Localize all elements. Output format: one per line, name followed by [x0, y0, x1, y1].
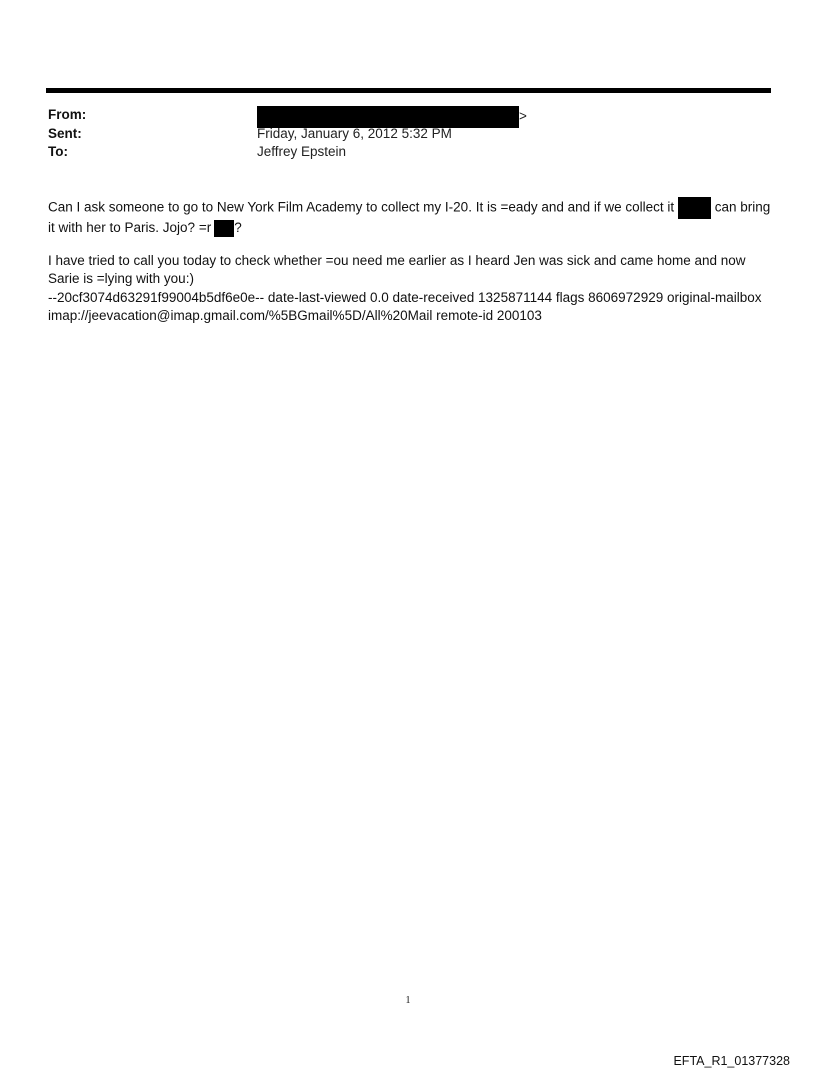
body-paragraph-2 — [48, 252, 773, 326]
to-label: To: — [48, 144, 68, 159]
body-text-1c: it with her to Paris. Jojo? =r — [48, 220, 212, 235]
body-redaction-2 — [214, 220, 234, 237]
from-label: From: — [48, 107, 87, 122]
body-line-2-4: imap://jeevacation@imap.gmail.com/%5BGmail%5D/All%20Mail remote-id 200103 — [48, 308, 542, 323]
body-redaction-1 — [678, 197, 711, 219]
body-line-2-1: I have tried to call you today to check whether =ou need me earlier as I heard Jen was sick and came home and now — [48, 252, 746, 268]
body-line-2-2: Sarie is =lying with you:) — [48, 271, 194, 286]
document-id: EFTA_R1_01377328 — [673, 1054, 790, 1068]
body-text-1b: can bring — [714, 199, 771, 215]
sent-value: Friday, January 6, 2012 5:32 PM — [257, 125, 452, 141]
body-text-1a: Can I ask someone to go to New York Film Academy to collect my I-20. It is =eady and and if we collect it — [48, 199, 675, 215]
header-rule — [46, 88, 771, 93]
body-text-1d: ? — [234, 220, 242, 235]
body-paragraph-1 — [48, 197, 773, 238]
to-value: Jeffrey Epstein — [257, 144, 347, 159]
sent-label: Sent: — [48, 125, 82, 141]
email-body — [48, 197, 773, 326]
page-number: 1 — [405, 995, 411, 1006]
body-line-2-3: --20cf3074d63291f99004b5df6e0e-- date-last-viewed 0.0 date-received 1325871144 flags 8606972929 original-mailbox — [48, 289, 762, 305]
from-value-suffix: > — [519, 108, 527, 124]
